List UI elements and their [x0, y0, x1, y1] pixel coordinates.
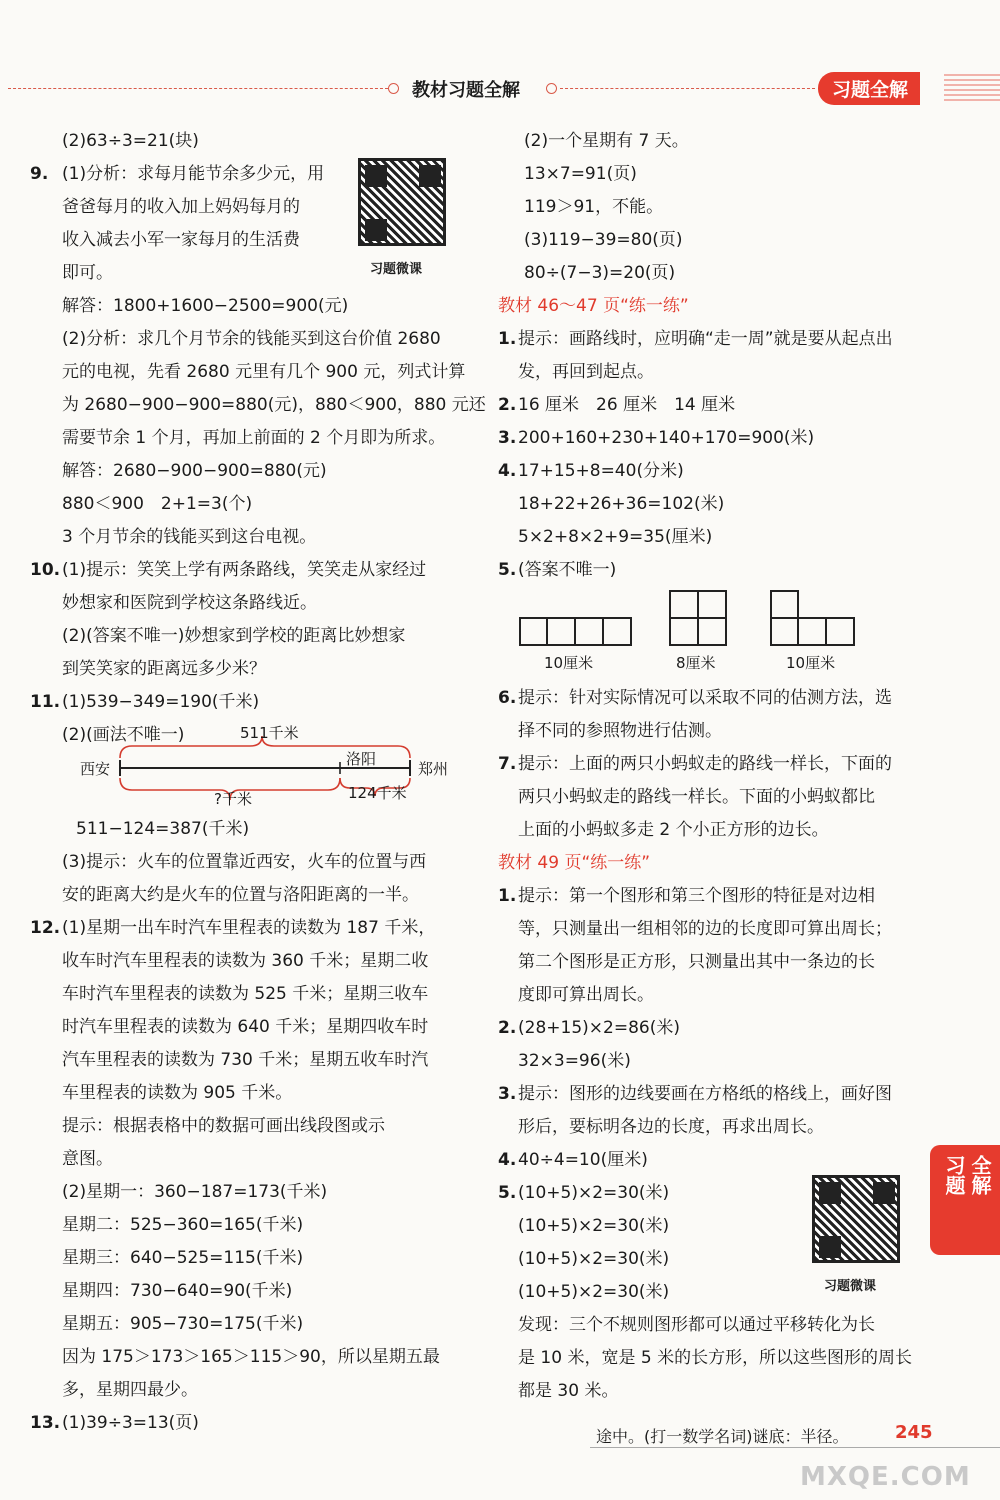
text-line: 第二个图形是正方形，只测量出其中一条边的长 [518, 952, 875, 972]
text-line: (2)分析：求几个月节余的钱能买到这台价值 2680 [62, 329, 441, 349]
text-line: (1)39÷3=13(页) [62, 1413, 199, 1433]
text-line: 形后，要标明各边的长度，再求出周长。 [518, 1117, 824, 1137]
text-line: 提示：根据表格中的数据可画出线段图或示 [62, 1116, 385, 1136]
text-line: 多，星期四最少。 [62, 1380, 198, 1400]
text-line: (2)一个星期有 7 天。 [524, 131, 689, 151]
question-number: 4. [498, 1150, 517, 1170]
city-luoyang: 洛阳 [346, 750, 377, 768]
text-line: 时汽车里程表的读数为 640 千米；星期四收车时 [62, 1017, 429, 1037]
text-line: 星期三：640−525=115(千米) [62, 1248, 304, 1268]
text-line: (1)分析：求每月能节余多少元，用 [62, 164, 325, 184]
text-line: 因为 175＞173＞165＞115＞90，所以星期五最 [62, 1347, 440, 1367]
question-number: 1. [498, 886, 517, 906]
text-line: (1)539−349=190(千米) [62, 692, 260, 712]
header-title: 教材习题全解 [412, 80, 520, 101]
text-line: 为 2680−900−900=880(元)，880＜900，880 元还 [62, 395, 486, 415]
question-number: 3. [498, 428, 517, 448]
side-tab-col1: 习题 [942, 1155, 966, 1195]
text-line: 5×2+8×2+9=35(厘米) [518, 527, 713, 547]
text-line: 即可。 [62, 263, 113, 283]
text-line: 发，再回到起点。 [518, 362, 654, 382]
question-number: 5. [498, 560, 517, 580]
text-line: 安的距离大约是火车的位置与洛阳距离的一半。 [62, 885, 419, 905]
header-rule-left [8, 88, 388, 89]
text-line: 爸爸每月的收入加上妈妈每月的 [62, 197, 300, 217]
text-line: 收入减去小军一家每月的生活费 [62, 230, 300, 250]
text-line: 需要节余 1 个月，再加上前面的 2 个月即为所求。 [62, 428, 446, 448]
text-line: 13×7=91(页) [524, 164, 637, 184]
text-line: 都是 30 米。 [518, 1381, 619, 1401]
tag-stripes [944, 73, 1000, 101]
text-line: (28+15)×2=86(米) [518, 1018, 680, 1038]
text-line: (2)63÷3=21(块) [62, 131, 199, 151]
text-line: 择不同的参照物进行估测。 [518, 721, 722, 741]
text-line: 80÷(7−3)=20(页) [524, 263, 676, 283]
text-line: 880＜900 2+1=3(个) [62, 494, 253, 514]
question-number: 5. [498, 1183, 517, 1203]
question-number: 3. [498, 1084, 517, 1104]
page-number: 245 [895, 1422, 933, 1443]
text-line: 元的电视，先看 2680 元里有几个 900 元，列式计算 [62, 362, 466, 382]
text-line: (答案不唯一) [518, 560, 617, 580]
text-line: 到笑笑家的距离远多少米？ [62, 659, 266, 679]
text-line: (3)提示：火车的位置靠近西安，火车的位置与西 [62, 852, 427, 872]
text-line: 提示：针对实际情况可以采取不同的估测方法，选 [518, 688, 892, 708]
text-line: 发现：三个不规则图形都可以通过平移转化为长 [518, 1315, 875, 1335]
footer-rule [590, 1447, 1000, 1448]
section-tag: 习题全解 [818, 72, 920, 105]
text-line: 提示：画路线时，应明确“走一周”就是要从起点出 [518, 329, 893, 349]
figure-label-2: 8厘米 [676, 654, 716, 672]
header-dot-left [388, 83, 399, 94]
section-heading: 教材 46～47 页“练一练” [498, 296, 689, 316]
text-line: 解答：1800+1600−2500=900(元) [62, 296, 349, 316]
question-number: 12. [30, 918, 61, 938]
question-number: 1. [498, 329, 517, 349]
header-dot-right [546, 83, 557, 94]
text-line: 星期五：905−730=175(千米) [62, 1314, 304, 1334]
figure-label-1: 10厘米 [544, 654, 594, 672]
text-line: 汽车里程表的读数为 730 千米；星期五收车时汽 [62, 1050, 429, 1070]
text-line: 32×3=96(米) [518, 1051, 631, 1071]
question-number: 2. [498, 1018, 517, 1038]
qr-caption: 习题微课 [370, 262, 423, 277]
text-line: (10+5)×2=30(米) [518, 1249, 670, 1269]
text-line: 40÷4=10(厘米) [518, 1150, 648, 1170]
text-line: 16 厘米 26 厘米 14 厘米 [518, 395, 736, 415]
text-line: 18+22+26+36=102(米) [518, 494, 725, 514]
qr-code[interactable] [812, 1175, 900, 1263]
text-line: 星期二：525−360=165(千米) [62, 1215, 304, 1235]
question-number: 13. [30, 1413, 61, 1433]
text-line: 3 个月节余的钱能买到这台电视。 [62, 527, 317, 547]
text-line: (10+5)×2=30(米) [518, 1282, 670, 1302]
side-tab-col2: 全解 [968, 1155, 992, 1195]
text-line: (2)星期一：360−187=173(千米) [62, 1182, 328, 1202]
text-line: (2)(答案不唯一)妙想家到学校的距离比妙想家 [62, 626, 406, 646]
text-line: 星期四：730−640=90(千米) [62, 1281, 293, 1301]
question-number: 2. [498, 395, 517, 415]
qr-code[interactable] [358, 158, 446, 246]
text-line: 119＞91，不能。 [524, 197, 664, 217]
watermark: MXQE.COM [800, 1462, 971, 1492]
question-number: 10. [30, 560, 61, 580]
footer-riddle: 途中。(打一数学名词)谜底：半径。 [596, 1427, 849, 1446]
city-zhengzhou: 郑州 [418, 760, 449, 778]
text-line: 两只小蚂蚁走的路线一样长。下面的小蚂蚁都比 [518, 787, 875, 807]
qr-caption: 习题微课 [824, 1279, 877, 1294]
segment-total-label: 511千米 [240, 724, 299, 742]
text-line: 度即可算出周长。 [518, 985, 654, 1005]
text-line: 提示：上面的两只小蚂蚁走的路线一样长，下面的 [518, 754, 892, 774]
text-line: 妙想家和医院到学校这条路线近。 [62, 593, 317, 613]
text-line: (10+5)×2=30(米) [518, 1216, 670, 1236]
section-heading: 教材 49 页“练一练” [498, 853, 651, 873]
text-line: 车里程表的读数为 905 千米。 [62, 1083, 293, 1103]
side-tab[interactable] [930, 1145, 1000, 1255]
text-line: 车时汽车里程表的读数为 525 千米；星期三收车 [62, 984, 429, 1004]
text-line: 提示：第一个图形和第三个图形的特征是对边相 [518, 886, 875, 906]
text-line: (10+5)×2=30(米) [518, 1183, 670, 1203]
question-number: 7. [498, 754, 517, 774]
text-line: 上面的小蚂蚁多走 2 个小正方形的边长。 [518, 820, 829, 840]
figure-label-3: 10厘米 [786, 654, 836, 672]
text-line: 200+160+230+140+170=900(米) [518, 428, 815, 448]
question-number: 9. [30, 164, 49, 184]
text-line: 是 10 米，宽是 5 米的长方形，所以这些图形的周长 [518, 1348, 913, 1368]
text-line: (1)提示：笑笑上学有两条路线，笑笑走从家经过 [62, 560, 427, 580]
text-line: (2)(画法不唯一) [62, 725, 185, 745]
text-line: 提示：图形的边线要画在方格纸的格线上，画好图 [518, 1084, 892, 1104]
text-line: 17+15+8=40(分米) [518, 461, 684, 481]
segment-part-label: 124千米 [348, 784, 407, 802]
segment-unknown-label: ?千米 [214, 790, 252, 808]
text-line: 511−124=387(千米) [76, 819, 250, 839]
city-xian: 西安 [80, 760, 111, 778]
question-number: 4. [498, 461, 517, 481]
text-line: (1)星期一出车时汽车里程表的读数为 187 千米， [62, 918, 436, 938]
text-line: 解答：2680−900−900=880(元) [62, 461, 327, 481]
text-line: 等，只测量出一组相邻的边的长度即可算出周长； [518, 919, 892, 939]
text-line: 收车时汽车里程表的读数为 360 千米；星期二收 [62, 951, 429, 971]
text-line: 意图。 [62, 1149, 113, 1169]
question-number: 6. [498, 688, 517, 708]
header-rule-right [560, 88, 815, 89]
text-line: (3)119−39=80(页) [524, 230, 683, 250]
question-number: 11. [30, 692, 61, 712]
